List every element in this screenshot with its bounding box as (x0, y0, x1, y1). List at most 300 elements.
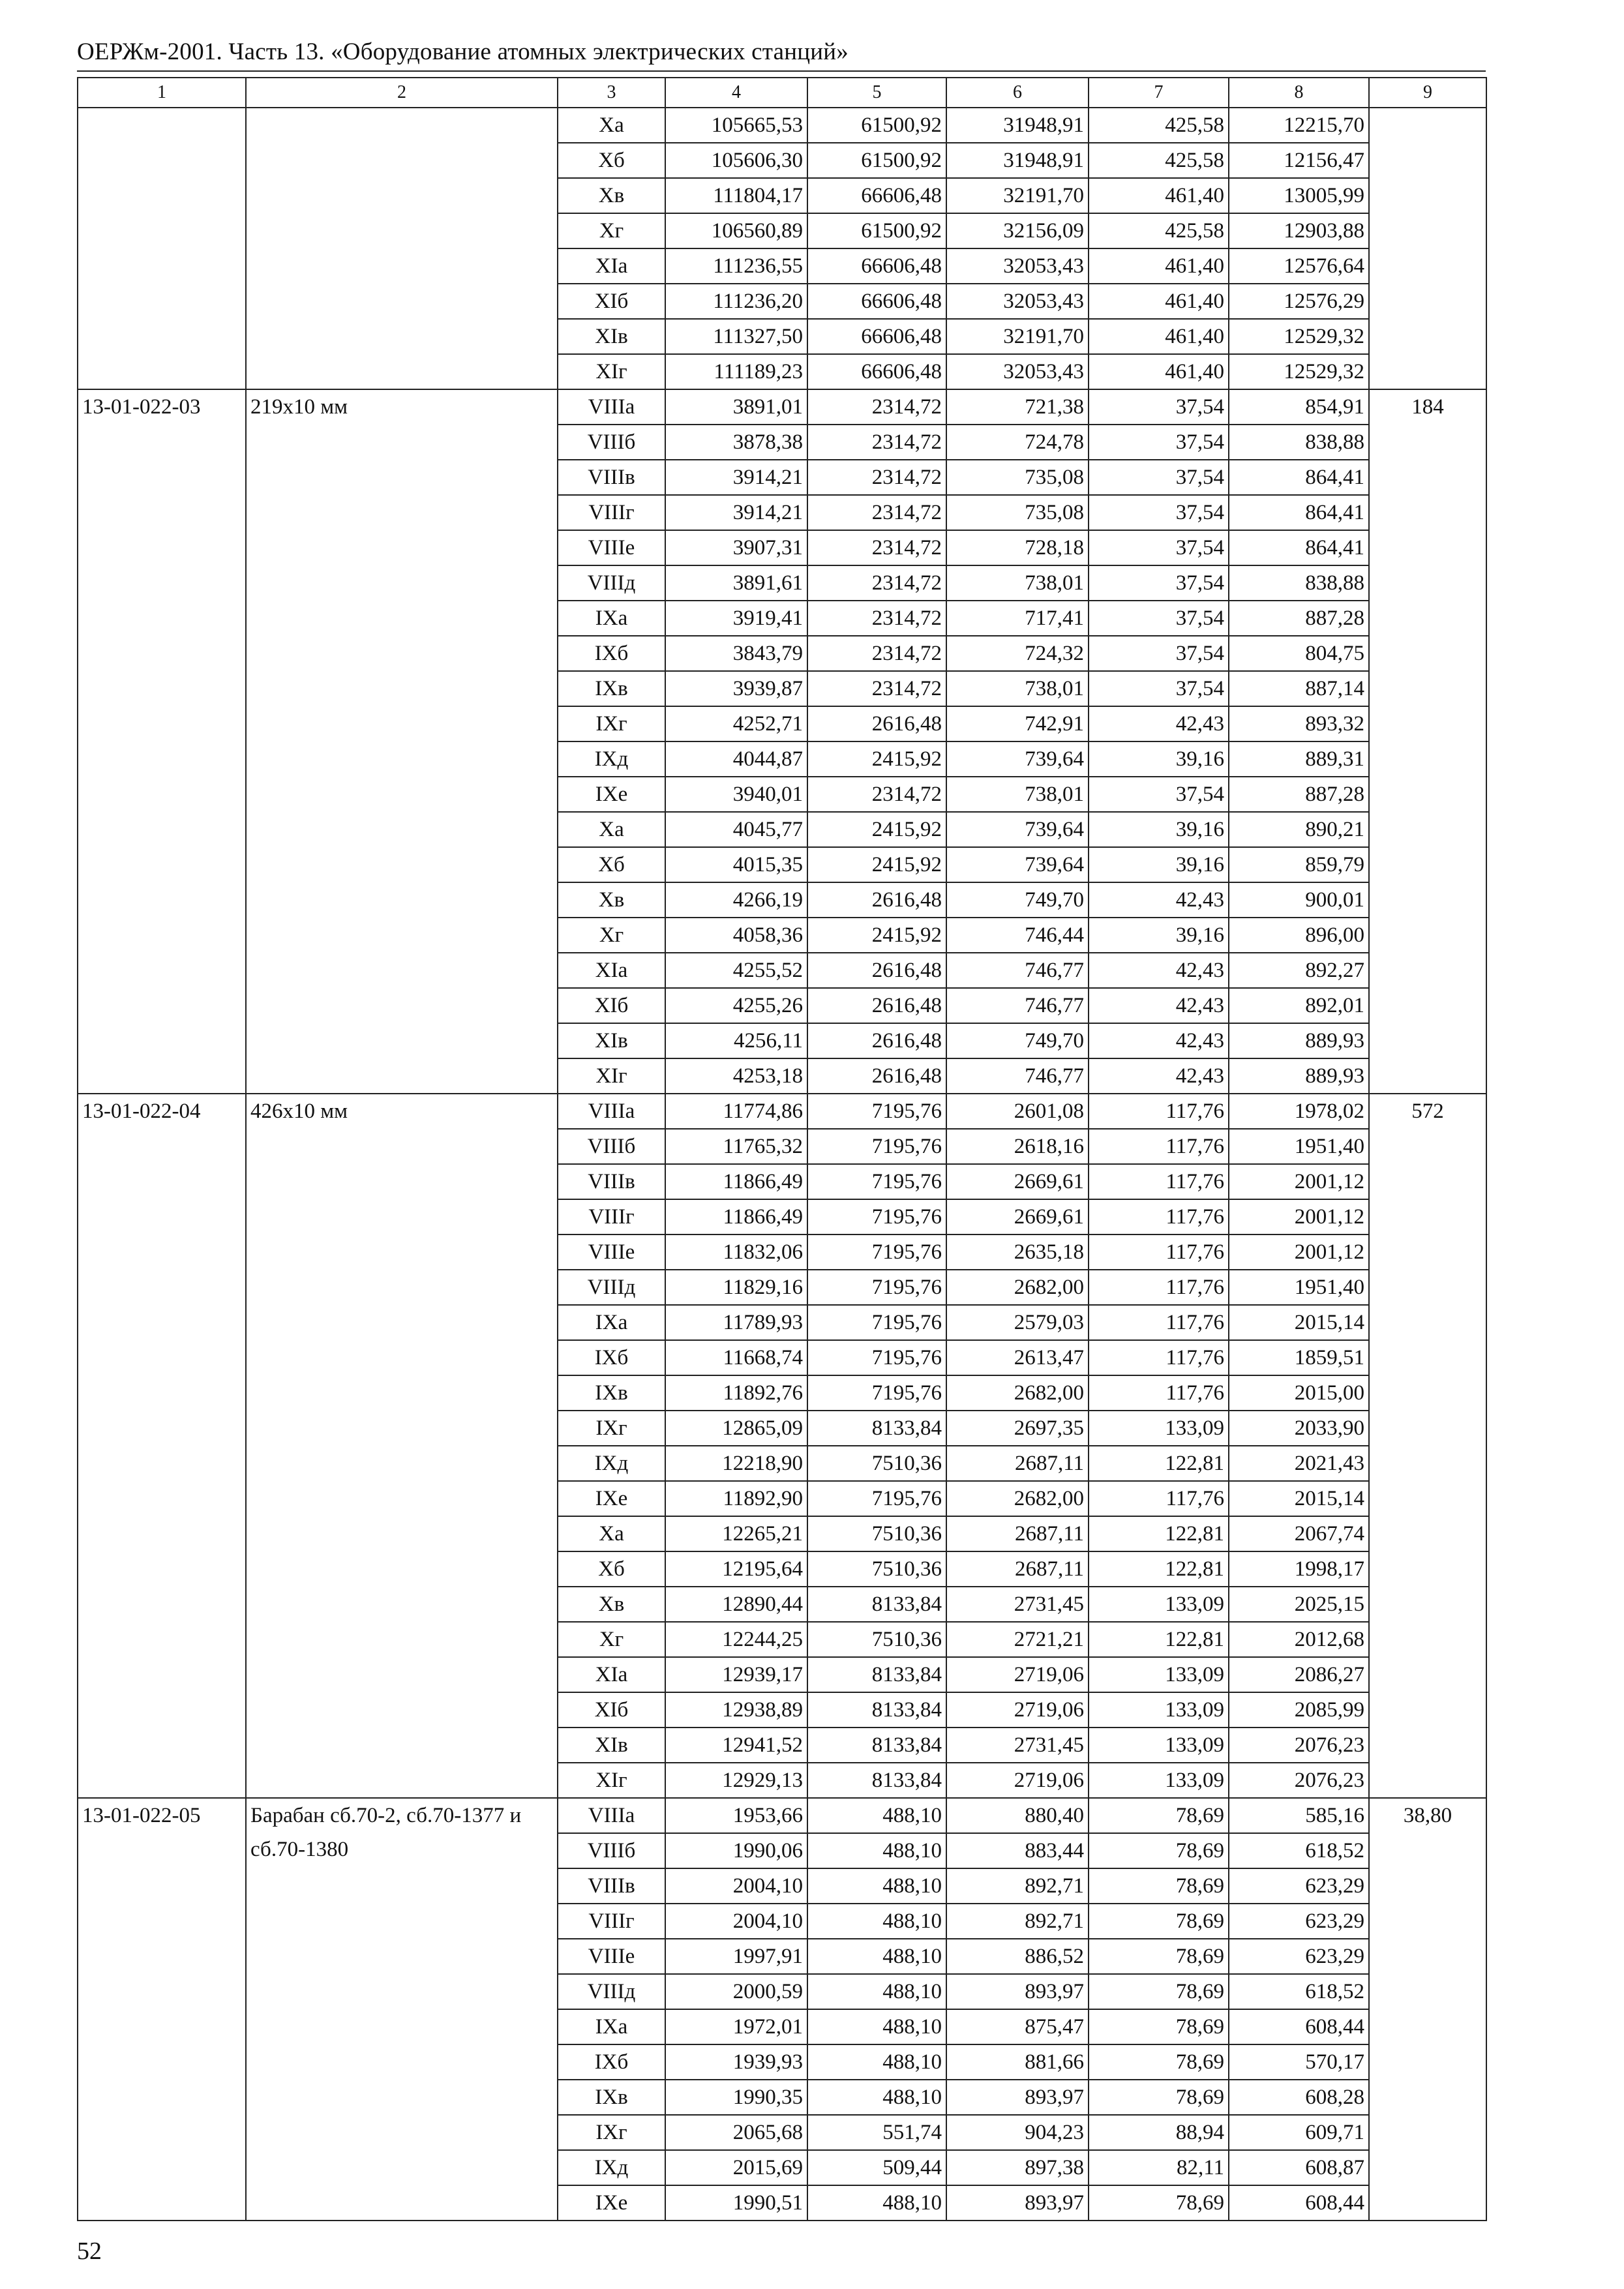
zone-cell: XIб (558, 1692, 665, 1728)
value-cell: 39,16 (1089, 812, 1229, 847)
zone-cell: VIIIа (558, 1094, 665, 1129)
value-cell: 2033,90 (1229, 1411, 1369, 1446)
value-cell: 2613,47 (946, 1340, 1089, 1375)
value-cell: 889,93 (1229, 1023, 1369, 1058)
page-number: 52 (77, 2237, 102, 2265)
value-cell: 889,31 (1229, 741, 1369, 777)
value-cell: 12939,17 (665, 1657, 807, 1692)
column-header: 3 (558, 78, 665, 108)
value-cell: 721,38 (946, 389, 1089, 425)
zone-cell: IXе (558, 2185, 665, 2221)
value-cell: 11774,86 (665, 1094, 807, 1129)
value-cell: 892,01 (1229, 988, 1369, 1023)
value-cell: 461,40 (1089, 354, 1229, 389)
resource-code: 13-01-022-03 (78, 389, 246, 1094)
zone-cell: VIIIг (558, 1904, 665, 1939)
zone-cell: IXг (558, 1411, 665, 1446)
value-cell: 12156,47 (1229, 143, 1369, 178)
value-cell: 78,69 (1089, 2044, 1229, 2080)
value-cell: 2719,06 (946, 1657, 1089, 1692)
value-cell: 1951,40 (1229, 1270, 1369, 1305)
value-cell: 488,10 (807, 1904, 946, 1939)
value-cell: 864,41 (1229, 460, 1369, 495)
zone-cell: XIб (558, 284, 665, 319)
value-cell: 122,81 (1089, 1551, 1229, 1587)
value-cell: 2015,14 (1229, 1481, 1369, 1516)
value-cell: 4255,26 (665, 988, 807, 1023)
zone-cell: XIв (558, 1728, 665, 1763)
value-cell: 11668,74 (665, 1340, 807, 1375)
value-cell: 2000,59 (665, 1974, 807, 2009)
zone-cell: XIв (558, 319, 665, 354)
column-9-value: 184 (1369, 389, 1486, 1094)
value-cell: 728,18 (946, 530, 1089, 565)
value-cell: 886,52 (946, 1939, 1089, 1974)
value-cell: 7195,76 (807, 1094, 946, 1129)
value-cell: 838,88 (1229, 565, 1369, 601)
zone-cell: VIIIа (558, 389, 665, 425)
value-cell: 488,10 (807, 2009, 946, 2044)
value-cell: 854,91 (1229, 389, 1369, 425)
value-cell: 12215,70 (1229, 108, 1369, 143)
zone-cell: IXд (558, 741, 665, 777)
value-cell: 2682,00 (946, 1270, 1089, 1305)
value-cell: 8133,84 (807, 1411, 946, 1446)
value-cell: 735,08 (946, 495, 1089, 530)
zone-cell: IXд (558, 1446, 665, 1481)
value-cell: 133,09 (1089, 1657, 1229, 1692)
value-cell: 2085,99 (1229, 1692, 1369, 1728)
value-cell: 2687,11 (946, 1551, 1089, 1587)
zone-cell: Xв (558, 882, 665, 918)
value-cell: 1997,91 (665, 1939, 807, 1974)
zone-cell: IXв (558, 671, 665, 706)
value-cell: 893,32 (1229, 706, 1369, 741)
value-cell: 1939,93 (665, 2044, 807, 2080)
value-cell: 39,16 (1089, 918, 1229, 953)
value-cell: 724,78 (946, 425, 1089, 460)
value-cell: 12903,88 (1229, 213, 1369, 248)
zone-cell: Xа (558, 108, 665, 143)
table-row (78, 1798, 1486, 1833)
column-number-row (78, 78, 1486, 108)
value-cell: 117,76 (1089, 1340, 1229, 1375)
value-cell: 1998,17 (1229, 1551, 1369, 1587)
value-cell: 887,28 (1229, 601, 1369, 636)
value-cell: 738,01 (946, 565, 1089, 601)
zone-cell: IXб (558, 636, 665, 671)
value-cell: 897,38 (946, 2150, 1089, 2185)
value-cell: 742,91 (946, 706, 1089, 741)
value-cell: 105606,30 (665, 143, 807, 178)
value-cell: 864,41 (1229, 530, 1369, 565)
value-cell: 111189,23 (665, 354, 807, 389)
value-cell: 78,69 (1089, 1939, 1229, 1974)
value-cell: 738,01 (946, 777, 1089, 812)
column-header: 7 (1089, 78, 1229, 108)
value-cell: 4266,19 (665, 882, 807, 918)
value-cell: 12941,52 (665, 1728, 807, 1763)
value-cell: 887,14 (1229, 671, 1369, 706)
value-cell: 11765,32 (665, 1129, 807, 1164)
value-cell: 12529,32 (1229, 354, 1369, 389)
value-cell: 2004,10 (665, 1868, 807, 1904)
zone-cell: VIIIд (558, 1270, 665, 1305)
value-cell: 88,94 (1089, 2115, 1229, 2150)
value-cell: 2314,72 (807, 530, 946, 565)
value-cell: 2669,61 (946, 1164, 1089, 1199)
value-cell: 31948,91 (946, 143, 1089, 178)
value-cell: 585,16 (1229, 1798, 1369, 1833)
zone-cell: IXа (558, 1305, 665, 1340)
value-cell: 893,97 (946, 1974, 1089, 2009)
resource-name (246, 108, 558, 389)
value-cell: 2616,48 (807, 988, 946, 1023)
value-cell: 3914,21 (665, 495, 807, 530)
resource-name: 219х10 мм (246, 389, 558, 1094)
value-cell: 461,40 (1089, 178, 1229, 213)
value-cell: 623,29 (1229, 1904, 1369, 1939)
value-cell: 864,41 (1229, 495, 1369, 530)
zone-cell: IXв (558, 2080, 665, 2115)
value-cell: 2001,12 (1229, 1199, 1369, 1234)
value-cell: 111804,17 (665, 178, 807, 213)
zone-cell: VIIIе (558, 1939, 665, 1974)
value-cell: 12244,25 (665, 1622, 807, 1657)
value-cell: 2314,72 (807, 425, 946, 460)
value-cell: 749,70 (946, 1023, 1089, 1058)
zone-cell: VIIIе (558, 1234, 665, 1270)
value-cell: 31948,91 (946, 108, 1089, 143)
value-cell: 1859,51 (1229, 1340, 1369, 1375)
zone-cell: VIIIг (558, 495, 665, 530)
zone-cell: Xв (558, 178, 665, 213)
value-cell: 892,71 (946, 1904, 1089, 1939)
value-cell: 2086,27 (1229, 1657, 1369, 1692)
value-cell: 875,47 (946, 2009, 1089, 2044)
value-cell: 7195,76 (807, 1234, 946, 1270)
value-cell: 42,43 (1089, 953, 1229, 988)
column-header: 8 (1229, 78, 1369, 108)
value-cell: 3907,31 (665, 530, 807, 565)
zone-cell: XIв (558, 1023, 665, 1058)
value-cell: 7195,76 (807, 1270, 946, 1305)
value-cell: 39,16 (1089, 847, 1229, 882)
value-cell: 122,81 (1089, 1446, 1229, 1481)
column-header: 9 (1369, 78, 1486, 108)
value-cell: 37,54 (1089, 425, 1229, 460)
value-cell: 122,81 (1089, 1516, 1229, 1551)
value-cell: 896,00 (1229, 918, 1369, 953)
value-cell: 133,09 (1089, 1692, 1229, 1728)
value-cell: 2314,72 (807, 460, 946, 495)
value-cell: 7195,76 (807, 1164, 946, 1199)
value-cell: 608,44 (1229, 2009, 1369, 2044)
zone-cell: Xа (558, 1516, 665, 1551)
value-cell: 111236,55 (665, 248, 807, 284)
zone-cell: Xб (558, 847, 665, 882)
value-cell: 122,81 (1089, 1622, 1229, 1657)
value-cell: 2004,10 (665, 1904, 807, 1939)
zone-cell: VIIIа (558, 1798, 665, 1833)
value-cell: 3891,61 (665, 565, 807, 601)
value-cell: 3891,01 (665, 389, 807, 425)
value-cell: 2719,06 (946, 1692, 1089, 1728)
column-header: 1 (78, 78, 246, 108)
value-cell: 11789,93 (665, 1305, 807, 1340)
value-cell: 61500,92 (807, 213, 946, 248)
value-cell: 61500,92 (807, 108, 946, 143)
value-cell: 2001,12 (1229, 1164, 1369, 1199)
value-cell: 133,09 (1089, 1728, 1229, 1763)
value-cell: 2067,74 (1229, 1516, 1369, 1551)
value-cell: 739,64 (946, 847, 1089, 882)
value-cell: 8133,84 (807, 1728, 946, 1763)
value-cell: 893,97 (946, 2185, 1089, 2221)
value-cell: 78,69 (1089, 2009, 1229, 2044)
value-cell: 7510,36 (807, 1516, 946, 1551)
column-header: 2 (246, 78, 558, 108)
zone-cell: VIIIг (558, 1199, 665, 1234)
zone-cell: XIг (558, 1763, 665, 1798)
value-cell: 7510,36 (807, 1551, 946, 1587)
value-cell: 105665,53 (665, 108, 807, 143)
value-cell: 32191,70 (946, 319, 1089, 354)
value-cell: 2415,92 (807, 741, 946, 777)
value-cell: 488,10 (807, 1798, 946, 1833)
value-cell: 2012,68 (1229, 1622, 1369, 1657)
value-cell: 2719,06 (946, 1763, 1089, 1798)
value-cell: 890,21 (1229, 812, 1369, 847)
zone-cell: VIIIд (558, 565, 665, 601)
value-cell: 42,43 (1089, 1023, 1229, 1058)
value-cell: 2314,72 (807, 671, 946, 706)
value-cell: 37,54 (1089, 460, 1229, 495)
value-cell: 4256,11 (665, 1023, 807, 1058)
value-cell: 42,43 (1089, 1058, 1229, 1094)
value-cell: 3843,79 (665, 636, 807, 671)
value-cell: 2687,11 (946, 1446, 1089, 1481)
value-cell: 488,10 (807, 1974, 946, 2009)
value-cell: 461,40 (1089, 284, 1229, 319)
value-cell: 2669,61 (946, 1199, 1089, 1234)
value-cell: 11866,49 (665, 1199, 807, 1234)
value-cell: 2616,48 (807, 1023, 946, 1058)
value-cell: 1978,02 (1229, 1094, 1369, 1129)
zone-cell: XIб (558, 988, 665, 1023)
value-cell: 1990,51 (665, 2185, 807, 2221)
value-cell: 8133,84 (807, 1587, 946, 1622)
value-cell: 2076,23 (1229, 1763, 1369, 1798)
value-cell: 78,69 (1089, 1798, 1229, 1833)
value-cell: 883,44 (946, 1833, 1089, 1868)
zone-cell: Xг (558, 918, 665, 953)
value-cell: 2731,45 (946, 1587, 1089, 1622)
value-cell: 12576,29 (1229, 284, 1369, 319)
value-cell: 4255,52 (665, 953, 807, 988)
value-cell: 746,44 (946, 918, 1089, 953)
value-cell: 37,54 (1089, 601, 1229, 636)
value-cell: 904,23 (946, 2115, 1089, 2150)
value-cell: 32053,43 (946, 284, 1089, 319)
value-cell: 2314,72 (807, 565, 946, 601)
value-cell: 623,29 (1229, 1939, 1369, 1974)
value-cell: 749,70 (946, 882, 1089, 918)
value-cell: 2616,48 (807, 882, 946, 918)
rates-table (77, 77, 1487, 2221)
zone-cell: IXв (558, 1375, 665, 1411)
value-cell: 1953,66 (665, 1798, 807, 1833)
zone-cell: VIIIб (558, 1129, 665, 1164)
zone-cell: VIIIд (558, 1974, 665, 2009)
zone-cell: Xб (558, 143, 665, 178)
value-cell: 8133,84 (807, 1657, 946, 1692)
value-cell: 42,43 (1089, 988, 1229, 1023)
value-cell: 32156,09 (946, 213, 1089, 248)
value-cell: 900,01 (1229, 882, 1369, 918)
value-cell: 117,76 (1089, 1094, 1229, 1129)
value-cell: 2635,18 (946, 1234, 1089, 1270)
value-cell: 746,77 (946, 988, 1089, 1023)
value-cell: 2731,45 (946, 1728, 1089, 1763)
value-cell: 66606,48 (807, 178, 946, 213)
value-cell: 37,54 (1089, 777, 1229, 812)
column-9-value (1369, 108, 1486, 389)
value-cell: 1972,01 (665, 2009, 807, 2044)
value-cell: 893,97 (946, 2080, 1089, 2115)
value-cell: 117,76 (1089, 1129, 1229, 1164)
value-cell: 12576,64 (1229, 248, 1369, 284)
zone-cell: Xг (558, 1622, 665, 1657)
value-cell: 7195,76 (807, 1340, 946, 1375)
value-cell: 2415,92 (807, 847, 946, 882)
value-cell: 2687,11 (946, 1516, 1089, 1551)
value-cell: 859,79 (1229, 847, 1369, 882)
value-cell: 2618,16 (946, 1129, 1089, 1164)
value-cell: 78,69 (1089, 1833, 1229, 1868)
value-cell: 111236,20 (665, 284, 807, 319)
resource-name: Барабан сб.70-2, сб.70-1377 и сб.70-1380 (246, 1798, 558, 2221)
value-cell: 425,58 (1089, 108, 1229, 143)
resource-code (78, 108, 246, 389)
value-cell: 39,16 (1089, 741, 1229, 777)
value-cell: 12865,09 (665, 1411, 807, 1446)
value-cell: 4058,36 (665, 918, 807, 953)
value-cell: 7195,76 (807, 1305, 946, 1340)
zone-cell: VIIIб (558, 1833, 665, 1868)
value-cell: 66606,48 (807, 354, 946, 389)
zone-cell: XIг (558, 1058, 665, 1094)
value-cell: 2025,15 (1229, 1587, 1369, 1622)
value-cell: 42,43 (1089, 706, 1229, 741)
value-cell: 7510,36 (807, 1446, 946, 1481)
value-cell: 425,58 (1089, 143, 1229, 178)
value-cell: 12938,89 (665, 1692, 807, 1728)
value-cell: 2682,00 (946, 1375, 1089, 1411)
value-cell: 32191,70 (946, 178, 1089, 213)
value-cell: 37,54 (1089, 389, 1229, 425)
zone-cell: IXд (558, 2150, 665, 2185)
value-cell: 4015,35 (665, 847, 807, 882)
value-cell: 111327,50 (665, 319, 807, 354)
value-cell: 738,01 (946, 671, 1089, 706)
value-cell: 804,75 (1229, 636, 1369, 671)
value-cell: 2415,92 (807, 812, 946, 847)
value-cell: 117,76 (1089, 1481, 1229, 1516)
zone-cell: XIа (558, 248, 665, 284)
value-cell: 461,40 (1089, 248, 1229, 284)
value-cell: 3940,01 (665, 777, 807, 812)
value-cell: 106560,89 (665, 213, 807, 248)
table-row (78, 108, 1486, 143)
value-cell: 2616,48 (807, 1058, 946, 1094)
value-cell: 117,76 (1089, 1375, 1229, 1411)
value-cell: 488,10 (807, 1868, 946, 1904)
value-cell: 2001,12 (1229, 1234, 1369, 1270)
value-cell: 12890,44 (665, 1587, 807, 1622)
value-cell: 2579,03 (946, 1305, 1089, 1340)
column-header: 4 (665, 78, 807, 108)
value-cell: 78,69 (1089, 1974, 1229, 2009)
value-cell: 717,41 (946, 601, 1089, 636)
value-cell: 4253,18 (665, 1058, 807, 1094)
value-cell: 724,32 (946, 636, 1089, 671)
value-cell: 42,43 (1089, 882, 1229, 918)
value-cell: 8133,84 (807, 1692, 946, 1728)
zone-cell: IXг (558, 706, 665, 741)
value-cell: 2415,92 (807, 918, 946, 953)
value-cell: 12265,21 (665, 1516, 807, 1551)
zone-cell: VIIIв (558, 460, 665, 495)
value-cell: 7195,76 (807, 1129, 946, 1164)
value-cell: 61500,92 (807, 143, 946, 178)
resource-name: 426х10 мм (246, 1094, 558, 1798)
value-cell: 37,54 (1089, 636, 1229, 671)
value-cell: 739,64 (946, 812, 1089, 847)
value-cell: 11829,16 (665, 1270, 807, 1305)
column-header: 6 (946, 78, 1089, 108)
value-cell: 4044,87 (665, 741, 807, 777)
value-cell: 3878,38 (665, 425, 807, 460)
zone-cell: Xв (558, 1587, 665, 1622)
value-cell: 2015,00 (1229, 1375, 1369, 1411)
value-cell: 608,44 (1229, 2185, 1369, 2221)
value-cell: 618,52 (1229, 1974, 1369, 2009)
value-cell: 78,69 (1089, 1868, 1229, 1904)
value-cell: 2616,48 (807, 706, 946, 741)
value-cell: 509,44 (807, 2150, 946, 2185)
table-row (78, 389, 1486, 425)
column-header: 5 (807, 78, 946, 108)
zone-cell: IXб (558, 2044, 665, 2080)
zone-cell: IXб (558, 1340, 665, 1375)
value-cell: 2314,72 (807, 777, 946, 812)
value-cell: 133,09 (1089, 1411, 1229, 1446)
value-cell: 2314,72 (807, 636, 946, 671)
value-cell: 133,09 (1089, 1763, 1229, 1798)
value-cell: 11892,90 (665, 1481, 807, 1516)
table-body (78, 108, 1486, 2221)
value-cell: 8133,84 (807, 1763, 946, 1798)
column-9-value: 38,80 (1369, 1798, 1486, 2221)
value-cell: 1951,40 (1229, 1129, 1369, 1164)
value-cell: 2076,23 (1229, 1728, 1369, 1763)
value-cell: 78,69 (1089, 1904, 1229, 1939)
zone-cell: IXа (558, 2009, 665, 2044)
value-cell: 11866,49 (665, 1164, 807, 1199)
value-cell: 117,76 (1089, 1199, 1229, 1234)
value-cell: 618,52 (1229, 1833, 1369, 1868)
